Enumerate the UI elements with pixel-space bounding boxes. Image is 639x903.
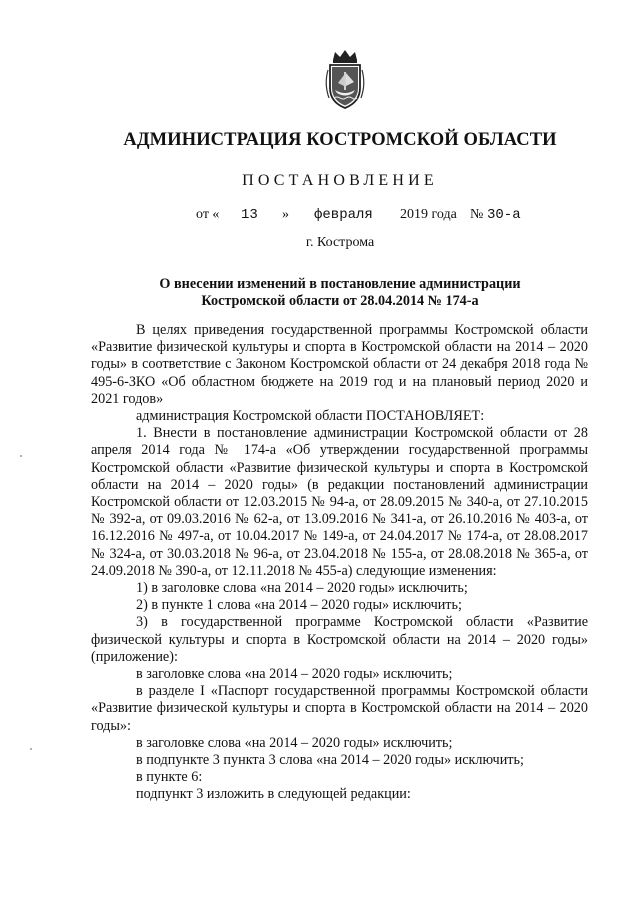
document-subject — [120, 276, 560, 310]
paragraph-item-1: 1. Внести в постановление администрации Костромской области от 28 апреля 2014 года № 174-а «Об утверждении государственной программы Костромской области «Развитие физической культуры и спорта в Костромской области на 2014 – 2020 годы» (в редакции постановлений администрации Костромской области от 12.03.2015 № 94-а, от 28.09.2015 № 340-а, от 27.10.2015 № 392-а, от 09.03.2016 № 62-а, от 13.09.2016 № 341-а, от 26.10.2016 № 403-а, от 16.12.2016 № 497-а, от 10.04.2017 № 149-а, от 24.04.2017 № 174-а, от 28.08.2017 № 324-а, от 30.03.2018 № 96-а, от 23.04.2018 № 155-а, от 28.08.2018 № 365-а, от 24.09.2018 № 390-а, от 12.11.2018 № 455-а) следующие изменения: — [91, 425, 588, 579]
paragraph-subpoint-change: в подпункте 3 пункта 3 слова «на 2014 – 2020 годы» исключить; — [136, 752, 524, 769]
paragraph-subitem-1: 1) в заголовке слова «на 2014 – 2020 годы» исключить; — [136, 580, 468, 597]
kostroma-coat-of-arms-icon — [320, 48, 370, 112]
paragraph-preamble: В целях приведения государственной программы Костромской области «Развитие физической культуры и спорта в Костромской области на 2014 – 2020 годы» в соответствие с Законом Костромской области от 24 декабря 2018 года № 495-6-ЗКО «Об областном бюджете на 2019 год и на плановый период 2020 и 2021 годов» — [91, 322, 588, 407]
document-type: ПОСТАНОВЛЕНИЕ — [242, 172, 438, 189]
document-body — [91, 322, 588, 804]
date-prefix: от « — [196, 207, 220, 222]
date-day: 13 — [241, 207, 258, 223]
city: г. Кострома — [305, 235, 375, 250]
paragraph-title-change: в заголовке слова «на 2014 – 2020 годы» исключить; — [136, 666, 453, 683]
date-year: 2019 года — [400, 207, 457, 222]
date-day-close: » — [282, 207, 289, 222]
paragraph-subitem-3: 3) в государственной программе Костромской области «Развитие физической культуры и спорта в Костромской области на 2014 – 2020 годы» (приложение): — [91, 614, 588, 665]
paragraph-subpoint-3-edit: подпункт 3 изложить в следующей редакции: — [136, 786, 411, 803]
scan-artifact — [20, 455, 22, 457]
scan-artifact — [30, 748, 32, 750]
document-number: 30-а — [487, 207, 521, 223]
paragraph-subitem-2: 2) в пункте 1 слова «на 2014 – 2020 годы» исключить; — [136, 597, 462, 614]
paragraph-section-title-change: в заголовке слова «на 2014 – 2020 годы» исключить; — [136, 734, 453, 751]
number-sign: № — [470, 207, 484, 222]
paragraph-point-6: в пункте 6: — [136, 769, 203, 786]
date-month: февраля — [314, 207, 373, 223]
subject-line-1: О внесении изменений в постановление администрации — [159, 276, 521, 292]
subject-line-2: Костромской области от 28.04.2014 № 174-а — [201, 293, 479, 309]
paragraph-resolves: администрация Костромской области ПОСТАНОВЛЯЕТ: — [136, 408, 485, 425]
paragraph-section-1: в разделе I «Паспорт государственной программы Костромской области «Развитие физической культуры и спорта в Костромской области на 2014 – 2020 годы»: — [91, 683, 588, 734]
organization-title: АДМИНИСТРАЦИЯ КОСТРОМСКОЙ ОБЛАСТИ — [123, 130, 557, 150]
